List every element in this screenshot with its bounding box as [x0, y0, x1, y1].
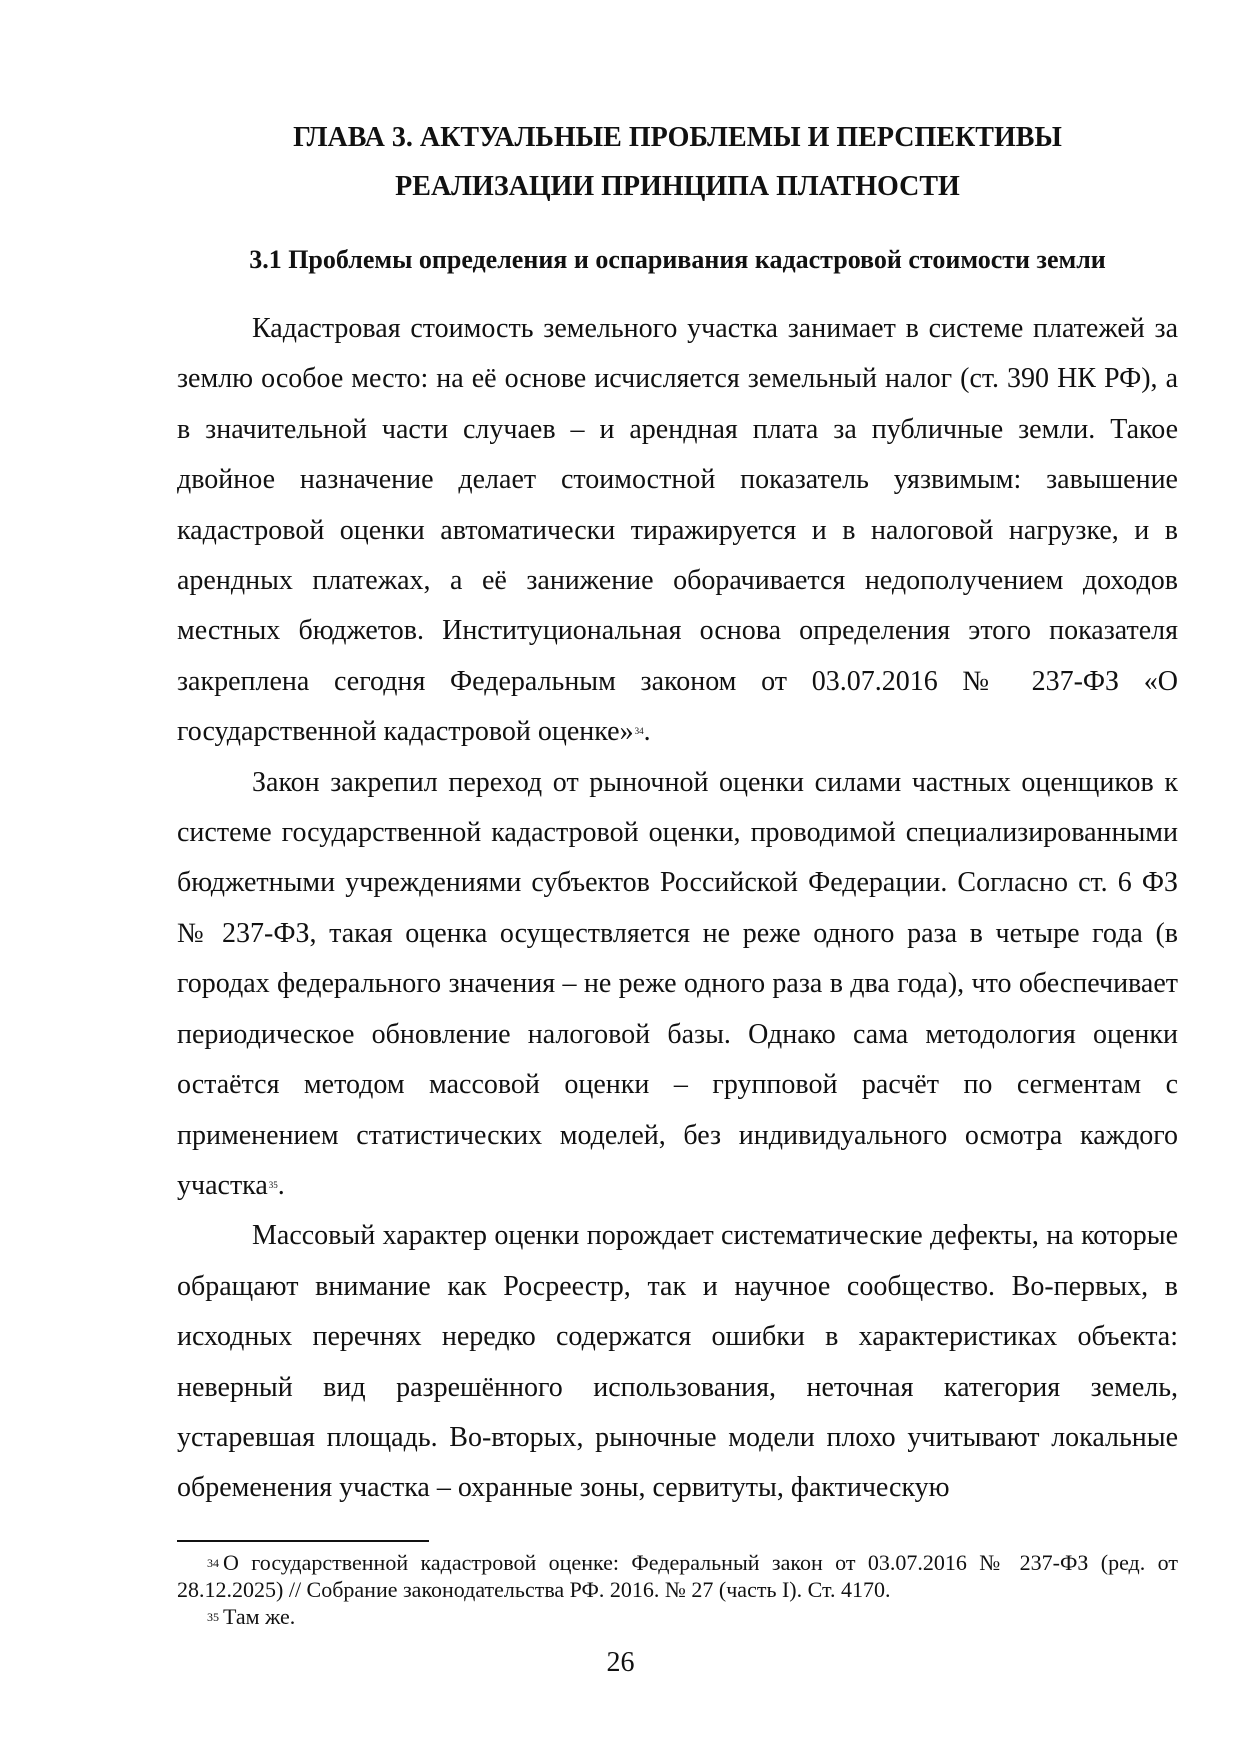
paragraph-3-text: Массовый характер оценки порождает систематические дефекты, на которые обращают внимание как Росреестр, так и научное сообщество. Во-первых, в исходных перечнях нередко содержатся ошибки в характеристиках объекта: неверный вид разрешённого использования, неточная категория земель, устаревшая площадь. Во-вторых, рыночные модели плохо учитывают локальные обременения участка – охранные зоны, сервитуты, фактическую [177, 1220, 1178, 1504]
paragraph-2-end: . [277, 1169, 285, 1201]
footnote-35 [177, 1603, 1178, 1630]
footnote-ref-35[interactable]: 35 [268, 1179, 278, 1190]
paragraph-3 [177, 1211, 1178, 1513]
paragraph-2 [177, 758, 1178, 1212]
chapter-title-line-2: РЕАЛИЗАЦИИ ПРИНЦИПА ПЛАТНОСТИ [395, 171, 960, 202]
footnote-34 [177, 1549, 1178, 1603]
paragraph-1-text: Кадастровая стоимость земельного участка занимает в системе платежей за землю особое место: на её основе исчисляется земельный налог (ст. 390 НК РФ), а в значительной части случаев – и арендная плата за публичные земли. Такое двойное назначение делает стоимостной показатель уязвимым: завышение кадастровой оценки автоматически тиражируется и в налоговой нагрузке, и в арендных платежах, а её занижение оборачивается недополучением доходов местных бюджетов. Институциональная основа определения этого показателя закреплена сегодня Федеральным законом от 03.07.2016 № 237-ФЗ «О государственной кадастровой оценке» [177, 313, 1178, 748]
chapter-title-line-1: ГЛАВА 3. АКТУАЛЬНЫЕ ПРОБЛЕМЫ И ПЕРСПЕКТИВЫ [293, 122, 1062, 153]
chapter-title [177, 113, 1178, 211]
footnote-text-35: Там же. [223, 1604, 296, 1629]
footnote-number-34: 34 [207, 1556, 219, 1570]
footnote-separator [177, 1540, 429, 1542]
footnote-number-35: 35 [207, 1610, 219, 1624]
paragraph-1-end: . [643, 716, 651, 748]
section-title: 3.1 Проблемы определения и оспаривания кадастровой стоимости земли [249, 245, 1106, 274]
footnotes [177, 1549, 1178, 1630]
footnote-text-34: О государственной кадастровой оценке: Федеральный закон от 03.07.2016 № 237-ФЗ (ред. от 28.12.2025) // Собрание законодательства РФ. 2016. № 27 (часть I). Ст. 4170. [177, 1550, 1178, 1602]
paragraph-2-text: Закон закрепил переход от рыночной оценки силами частных оценщиков к системе государственной кадастровой оценки, проводимой специализированными бюджетными учреждениями субъектов Российской Федерации. Согласно ст. 6 ФЗ № 237-ФЗ, такая оценка осуществляется не реже одного раза в четыре года (в городах федерального значения – не реже одного раза в два года), что обеспечивает периодическое обновление налоговой базы. Однако сама методология оценки остаётся методом массовой оценки – групповой расчёт по сегментам с применением статистических моделей, без индивидуального осмотра каждого участка [177, 766, 1178, 1201]
footnote-ref-34[interactable]: 34 [634, 726, 644, 737]
paragraph-1 [177, 304, 1178, 758]
page-number: 26 [606, 1647, 635, 1678]
body-text [177, 304, 1178, 1514]
